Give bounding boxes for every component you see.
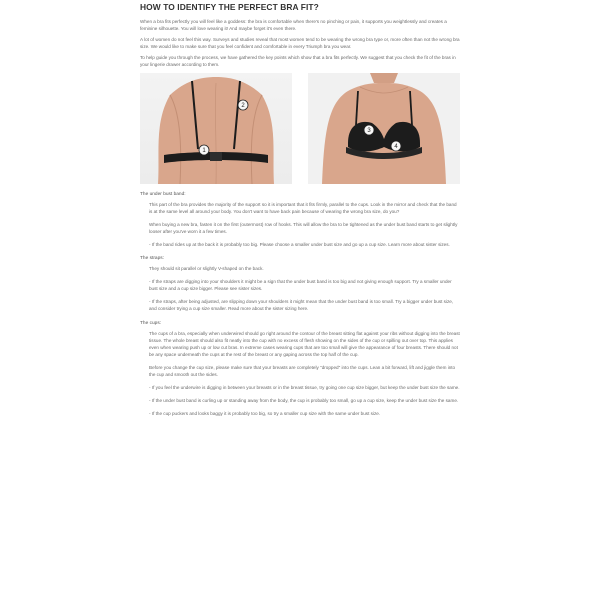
svg-text:1: 1 [202,147,206,154]
section-paragraph: - If the under bust band is curling up or standing away from the body, the cup is probably too small, go up a cup size, keep the under bust size the same. [149,398,459,404]
section-cups [140,321,460,418]
section-paragraph: This part of the bra provides the majority of the support so it is important that it fits firmly, parallel to the cups. Look in the mirror and check that the band is at the same level all around your body. You don't want to have back pain because of wearing the wrong bra size, do you? [149,201,457,214]
svg-text:2: 2 [241,102,245,109]
front-view-illustration [308,73,460,184]
section-under-bust-band [140,192,460,248]
marker-2 [238,100,248,110]
section-body [140,201,460,248]
marker-3 [364,125,374,135]
section-title: The cups: [140,320,162,326]
intro-paragraph: When a bra fits perfectly you will feel like a goddess: the bra is comfortable when there's no pinching or pain, it supports you weightlessly and creates a feminine silhouette. You will love wearing it! And maybe forget it's even there. [140,19,447,32]
section-body [140,265,460,312]
section-paragraph: - If the cup puckers and looks baggy it is probably too big, so try a smaller cup size with the same under bust size. [149,411,381,417]
page-title: HOW TO IDENTIFY THE PERFECT BRA FIT? [140,2,319,12]
section-paragraph: Before you change the cup size, please make sure that your breasts are completely "dropped" into the cups. Lean a bit forward, lift and jiggle them into the cup and smooth out the sides. [149,364,456,377]
svg-text:3: 3 [367,127,371,134]
section-title: The straps: [140,256,164,262]
intro-paragraph: To help guide you through the process, we have gathered the key points which show that a bra fits perfectly. We suggest that you check the fit of the bras in your lingerie drawer according to them. [140,55,456,68]
section-title: The under bust band: [140,191,186,197]
section-paragraph: The cups of a bra, especially when underwired should go right around the contour of the breast sitting flat against your ribs without digging into the breast tissue. The whole breast should also fit neatly into the cup with no excess of flesh showing on the sides of the cup or spilling out over top. This applies even when wearing push up or low cut bras. In extreme cases wearing cups that are too small will give the appearance of four breasts. There should not be any space underneath the cups at the rest of the breast or any gaping across the top half of the cup. [149,330,460,357]
section-body [140,330,460,418]
section-straps [140,256,460,312]
svg-text:4: 4 [394,143,398,150]
intro-paragraph: A lot of women do not feel this way. Surveys and studies reveal that most women tend to be wearing the wrong bra type or, more often than not the wrong bra size. We would like to make sure that you feel confident and comfortable in every Triumph bra you wear. [140,37,460,50]
section-paragraph: When buying a new bra, fasten it on the first (outermost) row of hooks. This will allow the bra to be tightened as the under bust band starts to get slightly looser after you've worn it a few times. [149,221,458,234]
section-paragraph: - If the straps, after being adjusted, are slipping down your shoulders it might mean that the under bust band is too small. Try a bigger under bust size, and consider trying a cup size smaller. Read more about the sister sizing here. [149,299,454,312]
marker-4 [391,141,401,151]
section-paragraph: - If you feel the underwire is digging in between your breasts or in the breast tissue, try going one cup size bigger, but keep the under bust size the same. [149,385,460,391]
fit-photos [140,73,460,184]
intro [140,18,460,69]
section-paragraph: - If the straps are digging into your shoulders it might be a sign that the under bust band is too big and not giving enough support. Try a smaller under bust size and a cup size bigger. Please see sister sizes. [149,279,452,292]
front-view-photo [308,73,460,184]
section-paragraph: - If the band rides up at the back it is probably too big. Please choose a smaller under bust size and go up a cup size. Learn more about sister sizes. [149,241,450,247]
back-view-illustration [140,73,292,184]
marker-1 [199,145,209,155]
back-view-photo [140,73,292,184]
section-paragraph: They should sit parallel or slightly V-shaped on the back. [149,266,264,272]
